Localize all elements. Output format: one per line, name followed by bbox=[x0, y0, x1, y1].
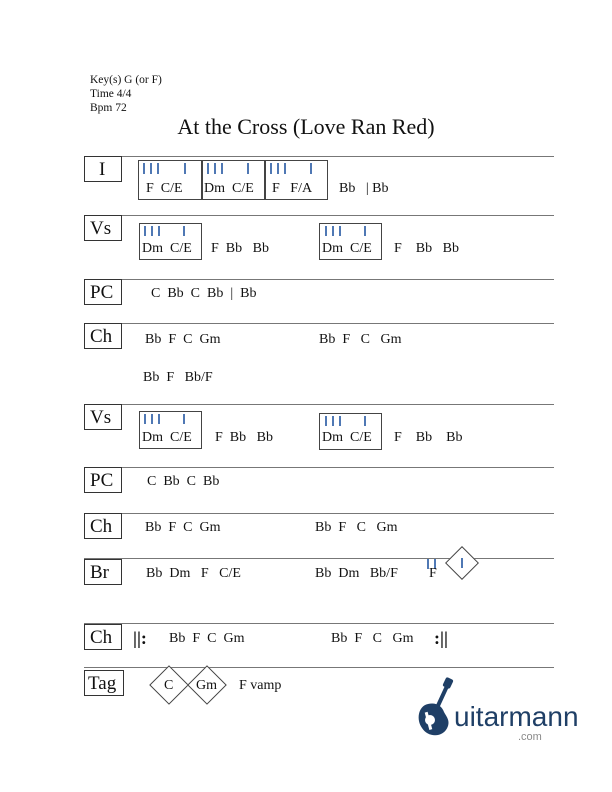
beat-mark bbox=[247, 163, 249, 174]
section-label-intro: I bbox=[84, 156, 122, 182]
beat-mark bbox=[144, 414, 146, 424]
chord-text: F F/A bbox=[272, 181, 313, 196]
section-label-chorus: Ch bbox=[84, 323, 122, 349]
beat-mark bbox=[332, 416, 334, 426]
song-title: At the Cross (Love Ran Red) bbox=[177, 114, 435, 139]
beat-mark bbox=[158, 414, 160, 424]
key-info: Key(s) G (or F) bbox=[90, 74, 162, 86]
chord-text: Bb F C Gm bbox=[319, 332, 402, 347]
chord-text: F Bb Bb bbox=[394, 241, 459, 256]
beat-mark bbox=[270, 163, 272, 174]
beat-mark bbox=[310, 163, 312, 174]
beat-mark bbox=[183, 226, 185, 236]
logo-domain: .com bbox=[518, 731, 542, 743]
chord-text: Bb F C Gm bbox=[169, 631, 245, 646]
beat-mark bbox=[339, 226, 341, 236]
beat-mark bbox=[150, 163, 152, 174]
chord-text: Bb | Bb bbox=[339, 181, 389, 196]
section-rule bbox=[84, 156, 554, 157]
section-rule bbox=[84, 323, 554, 324]
chord-text: Gm bbox=[196, 678, 217, 693]
section-label-verse: Vs bbox=[84, 215, 122, 241]
chord-text: F bbox=[429, 566, 437, 581]
chord-text: Dm C/E bbox=[204, 181, 254, 196]
beat-mark bbox=[461, 558, 463, 568]
chord-text: C Bb C Bb | Bb bbox=[151, 286, 257, 301]
chord-text: Dm C/E bbox=[322, 241, 372, 256]
section-rule bbox=[84, 467, 554, 468]
section-rule bbox=[84, 558, 554, 559]
section-rule bbox=[84, 667, 554, 668]
section-label-prechorus: PC bbox=[84, 279, 122, 305]
section-rule bbox=[84, 279, 554, 280]
beat-mark bbox=[157, 163, 159, 174]
beat-mark bbox=[277, 163, 279, 174]
chord-text: Bb Dm F C/E bbox=[146, 566, 241, 581]
beat-mark bbox=[143, 163, 145, 174]
section-label-chorus: Ch bbox=[84, 624, 122, 650]
tempo: Bpm 72 bbox=[90, 102, 127, 114]
beat-mark bbox=[221, 163, 223, 174]
beat-mark bbox=[207, 163, 209, 174]
chord-text: Dm C/E bbox=[322, 430, 372, 445]
chord-text: Bb F C Gm bbox=[315, 520, 398, 535]
chord-text: Bb F C Gm bbox=[145, 332, 221, 347]
logo-text: uitarmann bbox=[454, 701, 579, 732]
chord-text: F Bb Bb bbox=[394, 430, 463, 445]
beat-mark bbox=[158, 226, 160, 236]
chord-text: Dm C/E bbox=[142, 430, 192, 445]
chord-text: Bb F Bb/F bbox=[143, 370, 213, 385]
beat-mark bbox=[339, 416, 341, 426]
section-rule bbox=[84, 215, 554, 216]
chord-text: Bb Dm Bb/F bbox=[315, 566, 398, 581]
time-signature: Time 4/4 bbox=[90, 88, 132, 100]
chord-text: F Bb Bb bbox=[211, 241, 269, 256]
guitarmann-logo bbox=[414, 676, 579, 746]
chord-text: F vamp bbox=[239, 678, 282, 693]
chord-text: Bb F C Gm bbox=[331, 631, 414, 646]
chord-text: C Bb C Bb bbox=[147, 474, 220, 489]
section-label-bridge: Br bbox=[84, 559, 122, 585]
chord-text: C bbox=[164, 678, 174, 693]
beat-mark bbox=[364, 416, 366, 426]
section-label-prechorus: PC bbox=[84, 467, 122, 493]
section-label-chorus: Ch bbox=[84, 513, 122, 539]
chord-text: Dm C/E bbox=[142, 241, 192, 256]
beat-mark bbox=[214, 163, 216, 174]
section-rule bbox=[84, 623, 554, 624]
section-label-verse: Vs bbox=[84, 404, 122, 430]
chord-text: Bb F C Gm bbox=[145, 520, 221, 535]
guitar-icon bbox=[419, 677, 454, 735]
section-rule bbox=[84, 513, 554, 514]
beat-mark bbox=[184, 163, 186, 174]
beat-mark bbox=[364, 226, 366, 236]
beat-mark bbox=[183, 414, 185, 424]
beat-mark bbox=[284, 163, 286, 174]
chord-text: F C/E bbox=[146, 181, 183, 196]
repeat-start-icon: ||: bbox=[133, 628, 147, 648]
repeat-end-icon: :|| bbox=[434, 628, 448, 648]
beat-mark bbox=[332, 226, 334, 236]
beat-mark bbox=[144, 226, 146, 236]
section-rule bbox=[84, 404, 554, 405]
beat-mark bbox=[151, 226, 153, 236]
beat-mark bbox=[325, 226, 327, 236]
chord-text: F Bb Bb bbox=[215, 430, 273, 445]
beat-mark bbox=[151, 414, 153, 424]
beat-mark bbox=[325, 416, 327, 426]
section-label-tag: Tag bbox=[84, 670, 124, 696]
